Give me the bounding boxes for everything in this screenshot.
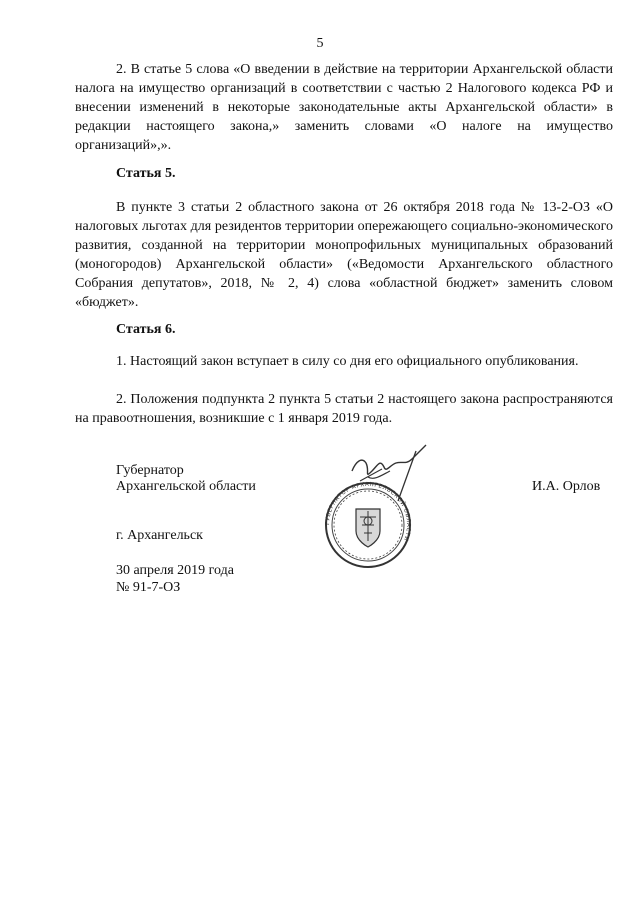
governor-title-line2: Архангельской области xyxy=(116,479,256,494)
governor-name: И.А. Орлов xyxy=(532,479,601,494)
article-6-paragraph-2: 2. Положения подпункта 2 пункта 5 статьи 2 настоящего закона распространяются на правоотношения, возникшие с 1 января 2019 года. xyxy=(75,392,613,426)
governor-title-line1: Губернатор xyxy=(116,463,184,478)
seal-text: ГУБЕРНАТОР АРХАНГЕЛЬСКОЙ ОБЛАСТИ xyxy=(324,481,412,542)
date: 30 апреля 2019 года xyxy=(116,563,234,578)
article-6-heading: Статья 6. xyxy=(116,322,176,337)
article-5-text: В пункте 3 статьи 2 областного закона от 26 октября 2018 года № 13-2-ОЗ «О налоговых льготах для резидентов территории опережающего социально-экономического развития, созданной на территории монопрофильных муниципальных образований (моногородов) Архангельской области» («Ведомости Архангельского областного Собрания депутатов», 2018, № 2, 4) слова «областной бюджет» заменить словом «бюджет». xyxy=(75,200,613,310)
place: г. Архангельск xyxy=(116,528,203,543)
law-number: № 91-7-ОЗ xyxy=(116,580,181,595)
article-5-heading: Статья 5. xyxy=(116,166,176,181)
paragraph-2: 2. В статье 5 слова «О введении в действие на территории Архангельской области налога на имущество организаций в соответствии с частью 2 Налогового кодекса РФ и внесении изменений в некоторые законодательные акты Архангельской области» в редакции настоящего закона,» заменить словами «О налоге на имущество организаций»,». xyxy=(75,62,613,153)
page-number: 5 xyxy=(316,36,324,51)
official-seal-icon xyxy=(312,441,430,569)
article-6-paragraph-1: 1. Настоящий закон вступает в силу со дня его официального опубликования. xyxy=(116,354,579,369)
